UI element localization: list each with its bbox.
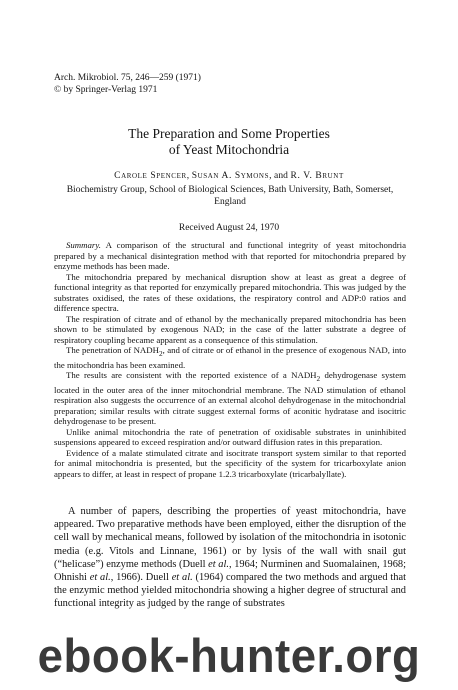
author-conjunction: and — [274, 171, 289, 181]
summary-abstract — [54, 240, 406, 480]
article-title — [0, 126, 458, 158]
article-title-line-2: of Yeast Mitochondria — [168, 142, 290, 157]
author-1: Carole Spencer — [114, 171, 187, 181]
summary-paragraph: Evidence of a malate stimulated citrate and isocitrate transport system similar to that reported for animal mitochondria is presented, but the specificity of the system for tricarboxylate anion appears to differ, at least in respect of propane 1.2.3 tricarboxylate (tricarbalyllate). — [54, 447, 406, 479]
received-date: Received August 24, 1970 — [178, 223, 280, 233]
article-title-line-1: The Preparation and Some Properties — [128, 126, 330, 141]
watermark-text: ebook-hunter.org — [37, 629, 421, 682]
summary-paragraph: The mitochondria prepared by mechanical disruption show at least as great a degree of functional integrity as that reported for enzymically prepared mitochondria. This was judged by the substrates oxidised, the rates of these oxidations, the respiratory control and ADP:0 ratios and difference spectra. — [54, 271, 406, 314]
summary-label: Summary. — [66, 240, 101, 250]
summary-paragraph: The results are consistent with the reported existence of a $NADH_2$ dehydrogenase system located in the outer area of the inner mitochondrial membrane. The NAD stimulation of ethanol respiration also suggests the occurrence of an external alcohol dehydrogenase in the mitochondrial preparation; similar results with citrate suggest external forms of aconitic hydratase and isocitric dehydrogenase to be present. — [54, 370, 406, 427]
summary-paragraph: Unlike animal mitochondria the rate of penetration of oxidisable substrates in uninhibited suspensions appeared to exceed respiration and/or outward diffusion rates in this preparation. — [54, 426, 406, 448]
journal-copyright: © by Springer-Verlag 1971 — [54, 85, 158, 95]
introduction-body — [54, 505, 406, 611]
body-paragraph: A number of papers, describing the properties of yeast mitochondria, have appeared. Two preparative methods have been employed, either the disruption of the cell wall by mechanical means, followed by isolation of the mitochondria in isotonic media (e.g. Vitols and Linnane, 1961) or by lysis of the wall with snail gut (“helicase”) enzyme methods (Duell et al., 1964; Nurminen and Suomalainen, 1968; Ohnishi et al., 1966). Duell et al. (1964) compared the two methods and argued that the enzymic method yielded mitochondria showing a higher degree of structural and functional integrity as judged by the range of substrates — [54, 506, 407, 610]
summary-paragraph: Summary. A comparison of the structural and functional integrity of yeast mitochondria prepared by a mechanical disintegration method with that reported for mitochondria prepared by enzyme methods has been made. — [54, 240, 406, 272]
author-affiliation: Biochemistry Group, School of Biological Sciences, Bath University, Bath, Somerset, England — [66, 185, 394, 207]
summary-paragraph: The penetration of $NADH_2$, and of citrate or of ethanol in the presence of exogenous NAD, into the mitochondria has been examined. — [54, 345, 406, 370]
summary-paragraph: The respiration of citrate and of ethanol by the mechanically prepared mitochondria has been shown to be stimulated by exogenous NAD; in the case of the latter substrate a degree of respiratory coupling became apparent as a consequence of this stimulation. — [54, 313, 406, 345]
journal-header — [54, 72, 201, 96]
author-2: Susan A. Symons — [191, 171, 270, 181]
author-list: Carole Spencer, Susan A. Symons, and R. V. Brunt — [114, 171, 344, 181]
author-3: R. V. Brunt — [290, 171, 344, 181]
journal-citation: Arch. Mikrobiol. 75, 246—259 (1971) — [54, 73, 201, 83]
